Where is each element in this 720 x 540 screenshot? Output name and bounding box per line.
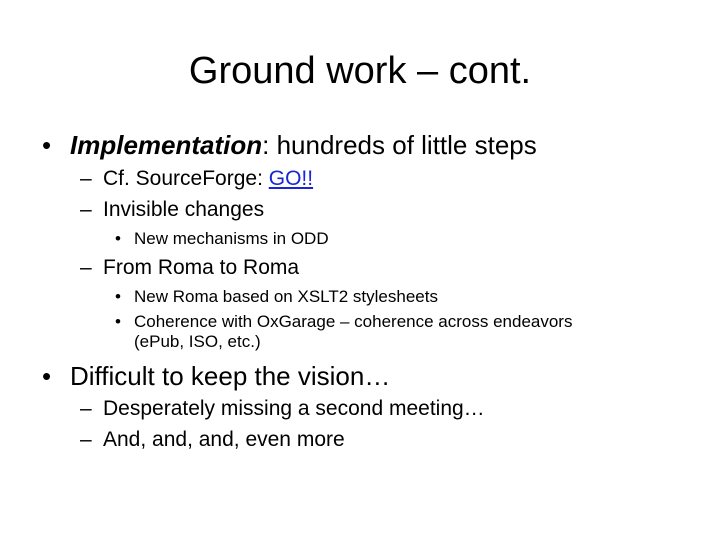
dash-marker: – bbox=[80, 256, 92, 279]
sub-sub-item-odd: New mechanisms in ODD bbox=[134, 229, 329, 248]
dash-marker: – bbox=[80, 397, 92, 420]
slide-title: Ground work – cont. bbox=[188, 50, 532, 92]
bullet-implementation bbox=[70, 129, 537, 161]
sub-bullet-marker: • bbox=[115, 312, 121, 331]
go-link[interactable]: GO!! bbox=[268, 167, 314, 190]
sub-item-roma: From Roma to Roma bbox=[103, 256, 300, 279]
sub-bullet-marker: • bbox=[115, 287, 121, 306]
dash-marker: – bbox=[80, 167, 92, 190]
bullet-vision: Difficult to keep the vision… bbox=[70, 361, 391, 391]
sub-sub-item-oxgarage: Coherence with OxGarage – coherence across endeavors bbox=[134, 312, 573, 331]
sub-bullet-marker: • bbox=[115, 229, 121, 248]
bullet-text: : hundreds of little steps bbox=[262, 130, 537, 160]
sub-item-second-meeting: Desperately missing a second meeting… bbox=[103, 397, 485, 420]
bullet-marker: • bbox=[42, 130, 52, 160]
sub-item-even-more: And, and, and, even more bbox=[103, 428, 345, 451]
sub-sub-item-xslt2: New Roma based on XSLT2 stylesheets bbox=[134, 287, 438, 306]
sub-item-text: Cf. SourceForge: bbox=[103, 167, 269, 190]
dash-marker: – bbox=[80, 198, 92, 221]
bullet-marker: • bbox=[42, 361, 52, 391]
sub-sub-item-oxgarage-cont: (ePub, ISO, etc.) bbox=[134, 332, 261, 351]
dash-marker: – bbox=[80, 428, 92, 451]
bullet-emphasis: Implementation bbox=[70, 130, 263, 160]
sub-item-sourceforge bbox=[103, 165, 313, 193]
sub-item-invisible-changes: Invisible changes bbox=[103, 198, 265, 221]
